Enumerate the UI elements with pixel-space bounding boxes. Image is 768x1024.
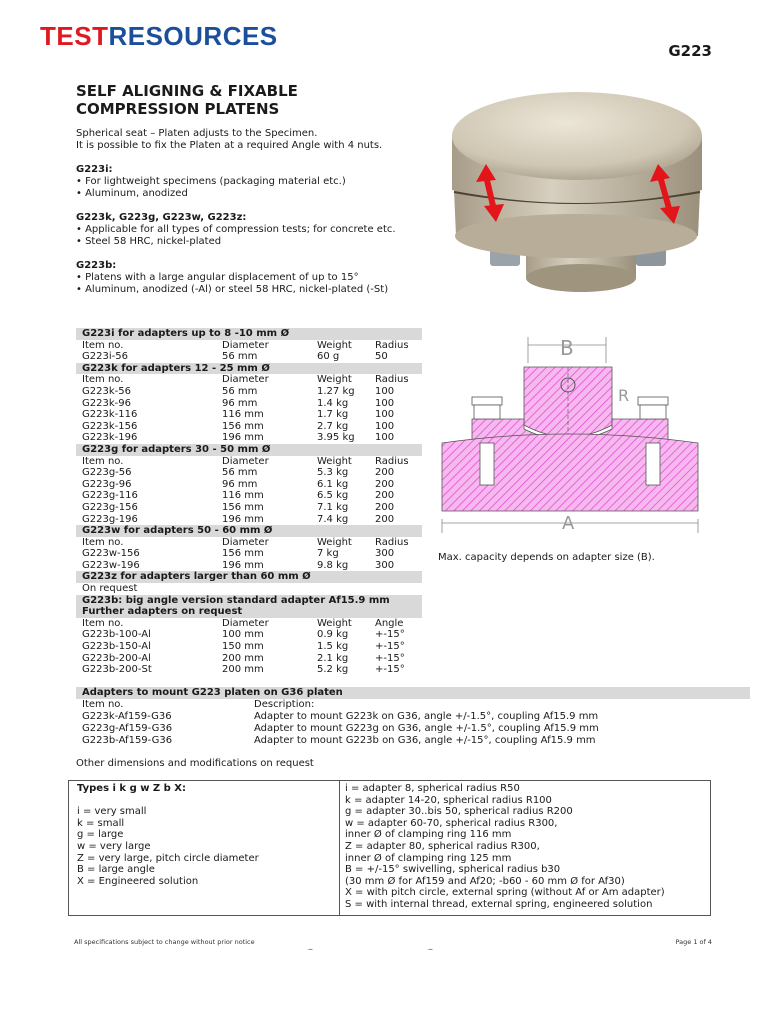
table-row [76, 502, 422, 514]
cell-item: G223k-Af159-G36 [82, 711, 172, 722]
cross-section-diagram [436, 333, 708, 539]
diagram-label-a: A [562, 513, 575, 534]
logo-part-test: TEST [40, 21, 109, 51]
cell-diameter: 156 mm [222, 548, 264, 560]
cell-weight: 2.1 kg [317, 652, 349, 664]
cell-item: G223b-200-St [82, 664, 152, 676]
table-row [76, 490, 422, 502]
col-header: Diameter [222, 455, 269, 467]
table-row [76, 641, 422, 653]
page-number: Page 1 of 4 [675, 938, 712, 946]
types-legend-box [68, 780, 711, 916]
col-header: Radius [375, 339, 409, 351]
group-title-g223b: G223b: big angle version standard adapter Af15.9 mm [76, 595, 422, 607]
cell-item: G223g-156 [82, 501, 138, 513]
cell-diameter: 200 mm [222, 652, 264, 664]
table-row [76, 548, 422, 560]
table-row [76, 351, 422, 363]
types-right-line: w = adapter 60-70, spherical radius R300, [345, 817, 558, 829]
cell-radius: 100 [375, 432, 395, 444]
cell-diameter: 56 mm [222, 351, 258, 363]
table-row [76, 560, 422, 572]
table-header-row [76, 456, 422, 468]
cell-weight: 3.95 kg [317, 432, 355, 444]
cell-weight: 0.9 kg [317, 629, 349, 641]
cell-weight: 1.27 kg [317, 385, 355, 397]
types-left-line: g = large [77, 829, 124, 841]
product-code: G223 [668, 42, 712, 60]
table-header-row [76, 340, 422, 352]
company-logo [40, 22, 278, 50]
cell-diameter: 200 mm [222, 664, 264, 676]
cell-weight: 1.4 kg [317, 397, 349, 409]
types-right-line: (30 mm Ø for Af159 and Af20; -b60 - 60 mm Ø for Af30) [345, 875, 625, 887]
intro-line-1: Spherical seat – Platen adjusts to the Specimen. [76, 128, 318, 139]
cell-diameter: 196 mm [222, 432, 264, 444]
cell-diameter: 100 mm [222, 629, 264, 641]
types-left-line: X = Engineered solution [77, 875, 199, 887]
col-header: Angle [375, 617, 404, 629]
col-header: Diameter [222, 374, 269, 386]
types-left-column [77, 783, 339, 887]
col-header: Diameter [222, 536, 269, 548]
cell-radius: 100 [375, 397, 395, 409]
col-header: Weight [317, 455, 352, 467]
cell-radius: 300 [375, 559, 395, 571]
cell-item: G223g-96 [82, 478, 132, 490]
cell-diameter: 196 mm [222, 513, 264, 525]
cell-diameter: 116 mm [222, 490, 264, 502]
cell-weight: 60 g [317, 351, 340, 363]
section-heading-g223kgwz: G223k, G223g, G223w, G223z: [76, 212, 247, 223]
types-right-line: k = adapter 14-20, spherical radius R100 [345, 794, 552, 806]
group-title-g223z: G223z for adapters larger than 60 mm Ø [76, 571, 422, 583]
cell-weight: 6.1 kg [317, 478, 349, 490]
platen-photo [436, 86, 718, 294]
cell-item: G223k-96 [82, 397, 131, 409]
cell-item: G223k-116 [82, 409, 138, 421]
types-right-line: g = adapter 30..bis 50, spherical radius R200 [345, 806, 573, 818]
cell-weight: 5.3 kg [317, 467, 349, 479]
group-title-g223w: G223w for adapters 50 - 60 mm Ø [76, 525, 422, 537]
cell-radius: 200 [375, 478, 395, 490]
cell-weight: 2.7 kg [317, 420, 349, 432]
cell-description: Adapter to mount G223b on G36, angle +/-15°, coupling Af15.9 mm [254, 735, 596, 746]
table-row [76, 711, 750, 723]
cell-weight: 7.4 kg [317, 513, 349, 525]
types-left-line: w = very large [77, 840, 151, 852]
cell-item: G223g-196 [82, 513, 138, 525]
types-right-line: X = with pitch circle, external spring (without Af or Am adapter) [345, 887, 665, 899]
types-left-line: i = very small [77, 806, 147, 818]
table-row [76, 432, 422, 444]
on-request-note: On request [82, 583, 138, 595]
cell-radius: 100 [375, 409, 395, 421]
cell-weight: 1.5 kg [317, 641, 349, 653]
title-line-1: SELF ALIGNING & FIXABLE [76, 82, 298, 100]
cell-item: G223i-56 [82, 351, 128, 363]
table-row [76, 409, 422, 421]
col-header: Radius [375, 455, 409, 467]
cell-item: G223w-156 [82, 548, 140, 560]
cell-item: G223w-196 [82, 559, 140, 571]
cell-item: G223g-Af159-G36 [82, 723, 173, 734]
section-line: • For lightweight specimens (packaging material etc.) [76, 176, 346, 187]
cell-diameter: 96 mm [222, 478, 258, 490]
cell-radius: 200 [375, 513, 395, 525]
cell-weight: 9.8 kg [317, 559, 349, 571]
col-header: Diameter [222, 339, 269, 351]
cell-angle: +-15° [375, 629, 405, 641]
cell-description: Adapter to mount G223g on G36, angle +/-1.5°, coupling Af15.9 mm [254, 723, 599, 734]
intro-line-2: It is possible to fix the Platen at a required Angle with 4 nuts. [76, 140, 383, 151]
cell-description: Adapter to mount G223k on G36, angle +/-1.5°, coupling Af15.9 mm [254, 711, 599, 722]
cell-item: G223b-150-Al [82, 641, 151, 653]
cell-diameter: 56 mm [222, 467, 258, 479]
col-header: Item no. [82, 536, 124, 548]
cell-angle: +-15° [375, 664, 405, 676]
cell-angle: +-15° [375, 641, 405, 653]
group-title-g223i: G223i for adapters up to 8 -10 mm Ø [76, 328, 422, 340]
col-header: Item no. [82, 699, 124, 710]
cell-diameter: 150 mm [222, 641, 264, 653]
cell-angle: +-15° [375, 652, 405, 664]
cell-item: G223k-56 [82, 385, 131, 397]
group-subtitle-g223b: Further adapters on request [76, 606, 422, 618]
table-header-row [76, 699, 750, 711]
types-right-line: B = +/-15° swivelling, spherical radius b30 [345, 864, 561, 876]
cell-item: G223b-200-Al [82, 652, 151, 664]
cell-item: G223g-116 [82, 490, 138, 502]
col-header: Radius [375, 374, 409, 386]
intro-block [76, 128, 426, 296]
cell-diameter: 156 mm [222, 420, 264, 432]
table-header-row [76, 537, 422, 549]
cell-item: G223b-100-Al [82, 629, 151, 641]
col-header: Weight [317, 617, 352, 629]
types-right-line: Z = adapter 80, spherical radius R300, [345, 840, 540, 852]
cell-radius: 200 [375, 467, 395, 479]
section-heading-g223i: G223i: [76, 164, 113, 175]
types-right-column [345, 783, 705, 911]
logo-part-resources: RESOURCES [108, 21, 278, 51]
table-row [76, 664, 422, 676]
cell-item: G223k-156 [82, 420, 138, 432]
footer-dash: – [308, 944, 313, 955]
col-header: Diameter [222, 617, 269, 629]
cell-item: G223k-196 [82, 432, 138, 444]
col-header: Radius [375, 536, 409, 548]
footer-dash: – [428, 944, 433, 955]
table-row [76, 479, 422, 491]
types-right-line: inner Ø of clamping ring 125 mm [345, 852, 512, 864]
diagram-label-r: R [618, 386, 630, 405]
section-line: • Aluminum, anodized [76, 188, 188, 199]
cell-radius: 100 [375, 420, 395, 432]
cell-radius: 200 [375, 490, 395, 502]
section-line: • Applicable for all types of compression tests; for concrete etc. [76, 224, 396, 235]
footer-disclaimer: All specifications subject to change without prior notice [74, 938, 255, 946]
types-left-line: B = large angle [77, 864, 155, 876]
cell-radius: 200 [375, 501, 395, 513]
title-line-2: COMPRESSION PLATENS [76, 100, 280, 118]
cell-item: G223b-Af159-G36 [82, 735, 173, 746]
table-row [76, 653, 422, 665]
types-left-line [77, 795, 339, 807]
col-header: Description: [254, 699, 315, 710]
cell-weight: 6.5 kg [317, 490, 349, 502]
col-header: Weight [317, 536, 352, 548]
col-header: Weight [317, 374, 352, 386]
table-row [76, 514, 422, 526]
group-title-g223k: G223k for adapters 12 - 25 mm Ø [76, 363, 422, 375]
cell-diameter: 56 mm [222, 385, 258, 397]
group-title-g223g: G223g for adapters 30 - 50 mm Ø [76, 444, 422, 456]
diagram-label-b: B [560, 336, 574, 360]
cell-weight: 5.2 kg [317, 664, 349, 676]
cell-radius: 300 [375, 548, 395, 560]
types-left-line: Z = very large, pitch circle diameter [77, 852, 259, 864]
table-header-row [76, 618, 422, 630]
table-header-row [76, 374, 422, 386]
page-title [76, 82, 298, 118]
cell-diameter: 96 mm [222, 397, 258, 409]
col-header: Item no. [82, 455, 124, 467]
section-line: • Steel 58 HRC, nickel-plated [76, 236, 222, 247]
cell-radius: 100 [375, 385, 395, 397]
table-row [76, 386, 422, 398]
other-dimensions-note: Other dimensions and modifications on request [76, 758, 314, 769]
section-heading-g223b: G223b: [76, 260, 117, 271]
col-header: Item no. [82, 339, 124, 351]
cell-weight: 7.1 kg [317, 501, 349, 513]
cell-diameter: 196 mm [222, 559, 264, 571]
column-divider [339, 781, 340, 915]
max-capacity-note: Max. capacity depends on adapter size (B). [438, 552, 655, 563]
cell-weight: 1.7 kg [317, 409, 349, 421]
types-left-line: k = small [77, 817, 125, 829]
table-row [76, 421, 422, 433]
spec-table [76, 328, 422, 676]
col-header: Item no. [82, 617, 124, 629]
types-title: Types i k g w Z b X: [77, 783, 187, 794]
section-line: • Platens with a large angular displacement of up to 15° [76, 272, 359, 283]
types-right-line: S = with internal thread, external spring, engineered solution [345, 898, 653, 910]
cell-weight: 7 kg [317, 548, 339, 560]
table-row [76, 723, 750, 735]
cell-item: G223g-56 [82, 467, 132, 479]
types-right-line: i = adapter 8, spherical radius R50 [345, 783, 520, 794]
col-header: Weight [317, 339, 352, 351]
cell-diameter: 116 mm [222, 409, 264, 421]
table-row [76, 467, 422, 479]
table-row [76, 629, 422, 641]
section-line: • Aluminum, anodized (-Al) or steel 58 HRC, nickel-plated (-St) [76, 284, 389, 295]
cell-diameter: 156 mm [222, 501, 264, 513]
table-row [76, 735, 750, 747]
adapters-title: Adapters to mount G223 platen on G36 platen [76, 687, 750, 699]
types-right-line: inner Ø of clamping ring 116 mm [345, 829, 512, 841]
cell-radius: 50 [375, 351, 388, 363]
adapters-table [76, 687, 750, 747]
table-row [76, 398, 422, 410]
col-header: Item no. [82, 374, 124, 386]
